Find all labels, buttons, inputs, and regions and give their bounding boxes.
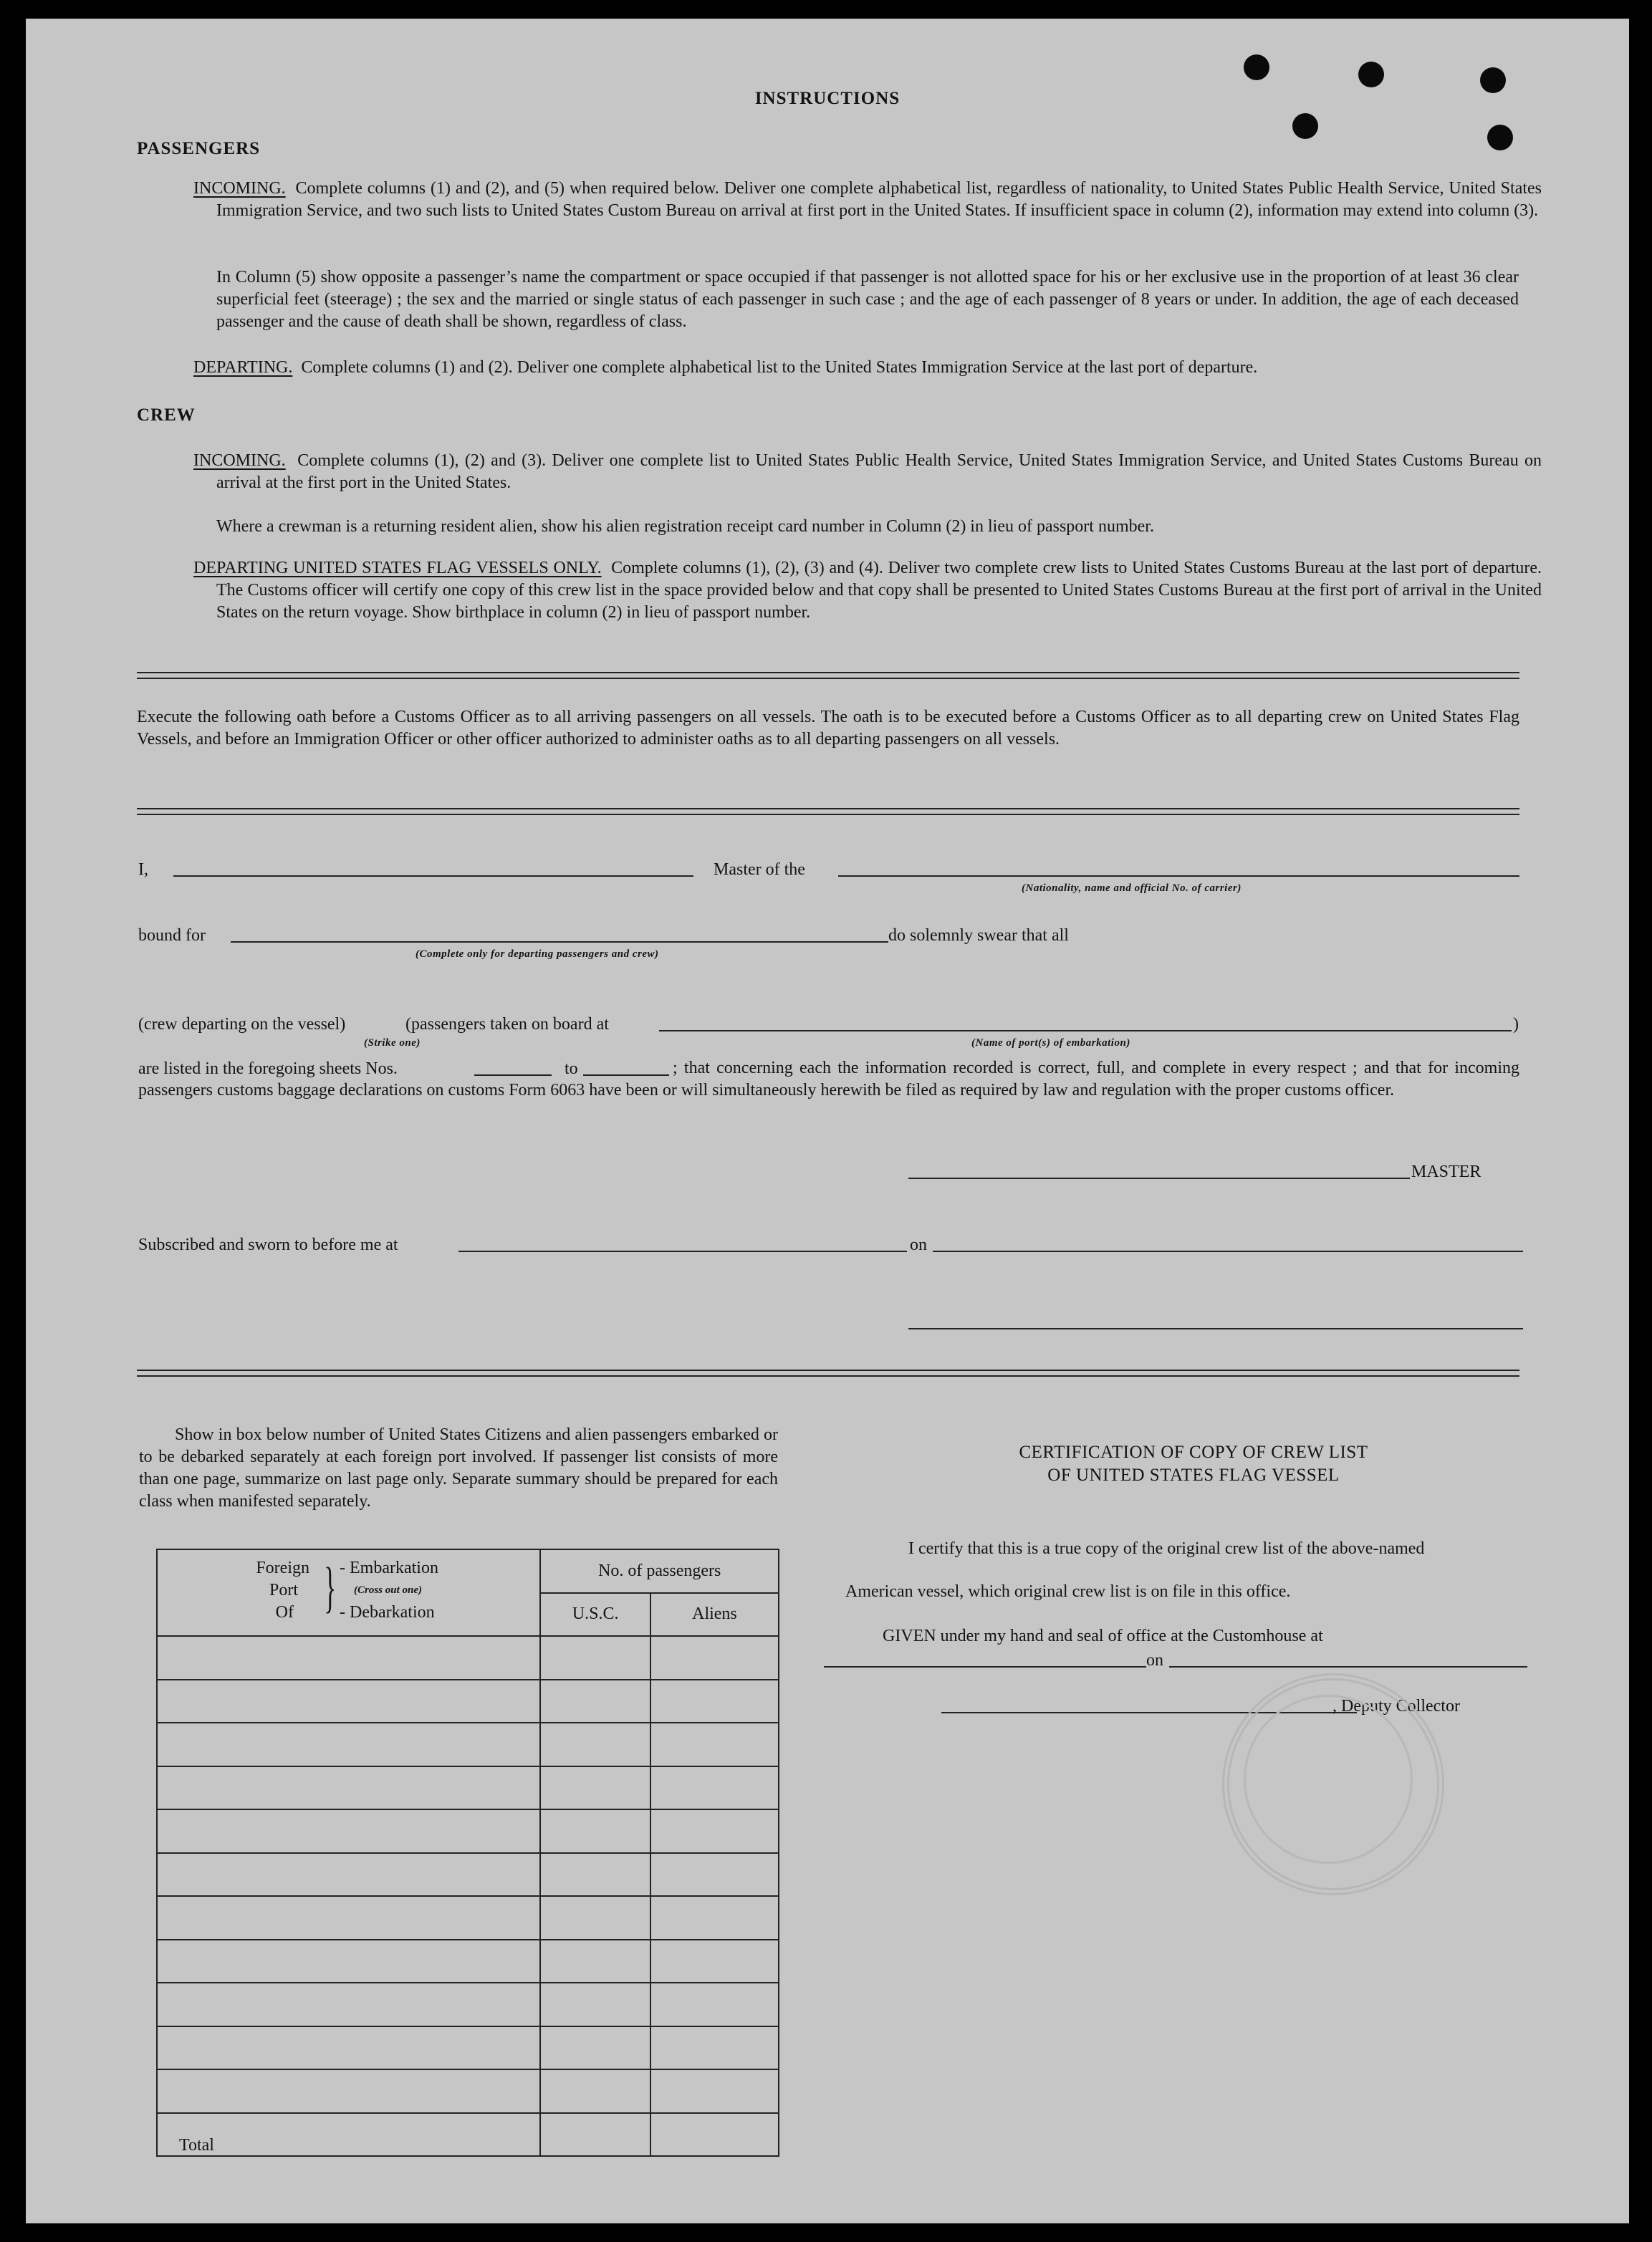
table-row [157, 1766, 779, 1810]
nationality-note: (Nationality, name and official No. of carrier) [1022, 882, 1242, 894]
table-row [157, 1636, 779, 1680]
port-cell[interactable] [157, 2069, 540, 2113]
aliens-cell[interactable] [650, 1766, 779, 1810]
bound-for-field[interactable] [231, 941, 888, 943]
bound-for-label: bound for [138, 926, 206, 945]
passengers-incoming-paragraph [193, 178, 1542, 222]
cross-out-note: (Cross out one) [354, 1584, 423, 1596]
aliens-cell[interactable] [650, 2069, 779, 2113]
certification-date-field[interactable] [1169, 1666, 1527, 1668]
to-label: to [565, 1059, 578, 1078]
certification-line-1: I certify that this is a true copy of the original crew list of the above-named [908, 1539, 1425, 1558]
summary-rows [157, 1636, 779, 2113]
subscribed-label: Subscribed and sworn to before me at [138, 1236, 398, 1254]
aliens-cell[interactable] [650, 1940, 779, 1983]
total-label [157, 2113, 540, 2157]
passengers-taken-option: (passengers taken on board at [405, 1015, 609, 1034]
crew-incoming-paragraph [193, 450, 1542, 494]
table-row [157, 1983, 779, 2026]
usc-cell[interactable] [540, 1940, 650, 1983]
port-label: Port [269, 1581, 298, 1599]
table-row [157, 1680, 779, 1723]
table-row [157, 1723, 779, 1766]
oath-intro: Execute the following oath before a Customs Officer as to all arriving passengers on all vessels. The oath is to be executed before a Customs Officer as to all departing crew on United States Flag Vessels, and before an Immigration Officer or other officer authorized to administer oaths as to all departing passengers on all vessels. [137, 708, 1519, 749]
passengers-heading: PASSENGERS [137, 139, 261, 158]
table-row [157, 1809, 779, 1853]
bound-note: (Complete only for departing passengers and crew) [416, 948, 659, 960]
oath-i-label: I, [138, 860, 148, 879]
total-aliens-cell[interactable] [650, 2113, 779, 2157]
usc-cell[interactable] [540, 1723, 650, 1766]
aliens-cell[interactable] [650, 1896, 779, 1940]
master-signature-field[interactable] [908, 1178, 1410, 1179]
subscribed-date-field[interactable] [933, 1251, 1523, 1252]
oath-body: ; that concerning each the information recorded is correct, full, and complete in every respect ; and that for incoming passengers customs baggage declarations on customs Form 6063 have been or will simultaneously herewith be filed as required by law and regulation with the proper customs officer. [138, 1059, 1519, 1100]
usc-cell[interactable] [540, 1983, 650, 2026]
close-paren: ) [1513, 1015, 1519, 1034]
of-label: Of [275, 1603, 294, 1622]
customhouse-field[interactable] [824, 1666, 1146, 1668]
master-of-label: Master of the [714, 860, 805, 879]
section-divider [137, 808, 1519, 815]
certification-title-2: OF UNITED STATES FLAG VESSEL [1047, 1466, 1340, 1485]
crew-incoming-text: Complete columns (1), (2) and (3). Deliver one complete list to United States Public Health Service, United States Immigration Service, and United States Customs Bureau on arrival at the first port in the United States. [216, 451, 1542, 492]
usc-cell[interactable] [540, 1896, 650, 1940]
port-cell[interactable] [157, 1940, 540, 1983]
crew-departing-option: (crew departing on the vessel) [138, 1015, 346, 1034]
officer-signature-field[interactable] [908, 1328, 1523, 1329]
punch-hole [1292, 113, 1318, 139]
table-row [157, 1940, 779, 1983]
passenger-summary-table [156, 1549, 779, 2157]
port-cell[interactable] [157, 1983, 540, 2026]
listed-label: are listed in the foregoing sheets Nos. [138, 1059, 398, 1078]
port-cell[interactable] [157, 1853, 540, 1897]
usc-header: U.S.C. [540, 1593, 650, 1637]
table-row [157, 1853, 779, 1897]
crew-heading: CREW [137, 405, 196, 425]
aliens-cell[interactable] [650, 1680, 779, 1723]
subscribed-place-field[interactable] [458, 1251, 907, 1252]
aliens-cell[interactable] [650, 1636, 779, 1680]
aliens-cell[interactable] [650, 1853, 779, 1897]
master-name-field[interactable] [173, 875, 693, 877]
crew-incoming-label: INCOMING. [193, 451, 286, 470]
swear-text: do solemnly swear that all [888, 926, 1069, 945]
no-passengers-header: No. of passengers [540, 1549, 779, 1593]
form-page [26, 19, 1629, 2223]
total-row [157, 2113, 779, 2157]
crew-departing-label: DEPARTING UNITED STATES FLAG VESSELS ONLY. [193, 559, 602, 577]
master-label: MASTER [1411, 1163, 1481, 1181]
total-text: Total [179, 2136, 214, 2155]
certification-line-3: GIVEN under my hand and seal of office at the Customhouse at [883, 1627, 1323, 1645]
brace-icon: } [324, 1556, 337, 1618]
port-cell[interactable] [157, 2026, 540, 2070]
crew-departing-paragraph [193, 557, 1542, 624]
aliens-cell[interactable] [650, 2026, 779, 2070]
port-note: (Name of port(s) of embarkation) [971, 1037, 1130, 1049]
foreign-label: Foreign [256, 1559, 309, 1577]
port-cell[interactable] [157, 1723, 540, 1766]
port-cell[interactable] [157, 1680, 540, 1723]
crew-departing-text: Complete columns (1), (2), (3) and (4). Deliver two complete crew lists to United States Customs Bureau at the last port of departure. The Customs officer will certify one copy of this crew list in the space provided below and that copy shall be presented to United States Customs Bureau at the first port of arrival in the United States on the return voyage. Show birthplace in column (2) in lieu of passport number. [216, 559, 1542, 622]
table-header-row [157, 1549, 779, 1593]
aliens-cell[interactable] [650, 1983, 779, 2026]
embarkation-port-field[interactable] [659, 1030, 1512, 1031]
port-cell[interactable] [157, 1809, 540, 1853]
on-label: on [910, 1236, 927, 1254]
certification-on-label: on [1146, 1651, 1163, 1670]
aliens-header: Aliens [650, 1593, 779, 1637]
punch-hole [1487, 125, 1513, 150]
usc-cell[interactable] [540, 1680, 650, 1723]
usc-cell[interactable] [540, 1809, 650, 1853]
usc-cell[interactable] [540, 2026, 650, 2070]
embarkation-label: - Embarkation [340, 1559, 438, 1577]
port-cell[interactable] [157, 1896, 540, 1940]
aliens-cell[interactable] [650, 1809, 779, 1853]
port-cell[interactable] [157, 1636, 540, 1680]
page-title: INSTRUCTIONS [754, 89, 901, 108]
punch-hole [1358, 62, 1384, 87]
section-divider [137, 1370, 1519, 1377]
section-divider [137, 672, 1519, 679]
passengers-column5-paragraph: In Column (5) show opposite a passenger’s name the compartment or space occupied if that passenger is not allotted space for his or her exclusive use in the proportion of at least 36 clear superficial feet (steerage) ; the sex and the married or single status of each passenger in such case ; and the age of each passenger of 8 years or under. In addition, the age of each deceased passenger and the cause of death shall be shown, regardless of class. [216, 268, 1519, 331]
passengers-incoming-text: Complete columns (1) and (2), and (5) when required below. Deliver one complete alphabetical list, regardless of nationality, to United States Public Health Service, United States Immigration Service, and two such lists to United States Custom Bureau on arrival at first port in the United States. If insufficient space in column (2), information may extend into column (3). [216, 179, 1542, 220]
port-cell[interactable] [157, 1766, 540, 1810]
certification-line-2: American vessel, which original crew list is on file in this office. [845, 1582, 1291, 1601]
summary-instructions: Show in box below number of United States Citizens and alien passengers embarked or to be debarked separately at each foreign port involved. If passenger list consists of more than one page, summarize on last page only. Separate summary should be prepared for each class when manifested separately. [139, 1425, 778, 1511]
table-row [157, 2026, 779, 2070]
usc-cell[interactable] [540, 2069, 650, 2113]
carrier-field[interactable] [838, 875, 1519, 877]
table-row [157, 2069, 779, 2113]
deputy-collector-label: , Deputy Collector [1332, 1697, 1460, 1716]
certification-title-1: CERTIFICATION OF COPY OF CREW LIST [1019, 1443, 1368, 1462]
crew-alien-paragraph: Where a crewman is a returning resident alien, show his alien registration receipt card number in Column (2) in lieu of passport number. [216, 517, 1154, 536]
passengers-departing-paragraph [193, 357, 1519, 379]
passengers-incoming-label: INCOMING. [193, 179, 286, 198]
customs-seal-inner-icon [1244, 1695, 1413, 1864]
table-row [157, 1896, 779, 1940]
passengers-departing-label: DEPARTING. [193, 358, 293, 377]
passengers-departing-text: Complete columns (1) and (2). Deliver one complete alphabetical list to the United States Immigration Service at the last port of departure. [301, 358, 1258, 377]
debarkation-label: - Debarkation [340, 1603, 435, 1622]
usc-cell[interactable] [540, 1636, 650, 1680]
punch-hole [1244, 54, 1269, 80]
total-usc-cell[interactable] [540, 2113, 650, 2157]
strike-note: (Strike one) [364, 1037, 421, 1049]
usc-cell[interactable] [540, 1766, 650, 1810]
usc-cell[interactable] [540, 1853, 650, 1897]
foreign-port-header [157, 1549, 540, 1636]
aliens-cell[interactable] [650, 1723, 779, 1766]
